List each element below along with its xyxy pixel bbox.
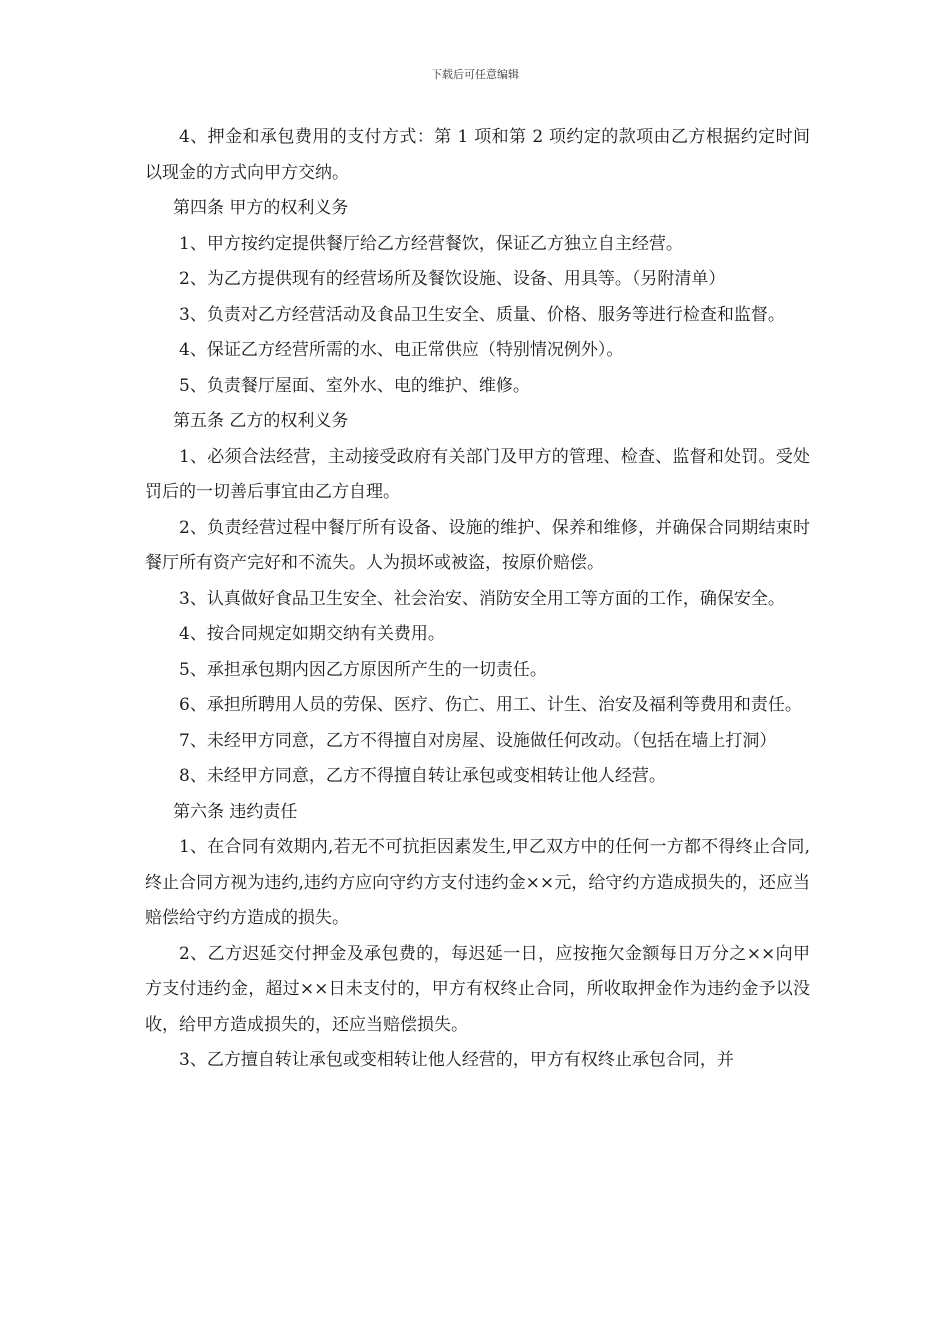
clause-paragraph: 5、负责餐厅屋面、室外水、电的维护、维修。 [179, 375, 530, 396]
clause-paragraph: 3、认真做好食品卫生安全、社会治安、消防安全用工等方面的工作，确保安全。 [179, 588, 785, 609]
clause-paragraph: 8、未经甲方同意，乙方不得擅自转让承包或变相转让他人经营。 [179, 766, 666, 786]
clause-paragraph: 3、负责对乙方经营活动及食品卫生安全、质量、价格、服务等进行检查和监督。 [179, 304, 785, 325]
document-body [145, 120, 810, 1079]
clause-paragraph: 7、未经甲方同意，乙方不得擅自对房屋、设施做任何改动。（包括在墙上打洞） [179, 730, 777, 751]
clause-paragraph: 2、乙方迟延交付押金及承包费的，每迟延一日，应按拖欠金额每日万分之××向甲方支付违约金，超过××日未支付的，甲方有权终止合同，所收取押金作为违约金予以没收，给甲方造成损失的，还应当赔偿损失。 [145, 943, 810, 1035]
clause-paragraph: 5、承担承包期内因乙方原因所产生的一切责任。 [179, 659, 547, 680]
clause-paragraph: 4、押金和承包费用的支付方式：第 1 项和第 2 项约定的款项由乙方根据约定时间以现金的方式向甲方交纳。 [145, 127, 810, 183]
page-header: 下载后可任意编辑 [431, 68, 519, 81]
article-heading: 第四条 甲方的权利义务 [173, 198, 349, 218]
clause-paragraph: 2、负责经营过程中餐厅所有设备、设施的维护、保养和维修，并确保合同期结束时餐厅所有资产完好和不流失。人为损坏或被盗，按原价赔偿。 [145, 517, 810, 573]
clause-paragraph: 4、按合同规定如期交纳有关费用。 [179, 624, 445, 644]
clause-paragraph: 3、乙方擅自转让承包或变相转让他人经营的，甲方有权终止承包合同，并 [179, 1050, 734, 1070]
clause-paragraph: 1、在合同有效期内,若无不可抗拒因素发生,甲乙双方中的任何一方都不得终止合同,终止合同方视为违约,违约方应向守约方支付违约金××元，给守约方造成损失的，还应当赔偿给守约方造成的损失。 [145, 837, 810, 928]
clause-paragraph: 4、保证乙方经营所需的水、电正常供应（特别情况例外）。 [179, 340, 624, 360]
clause-paragraph: 1、必须合法经营，主动接受政府有关部门及甲方的管理、检查、监督和处罚。受处罚后的一切善后事宜由乙方自理。 [145, 446, 810, 502]
article-heading: 第五条 乙方的权利义务 [173, 411, 349, 431]
article-heading: 第六条 违约责任 [173, 801, 298, 822]
clause-paragraph: 6、承担所聘用人员的劳保、医疗、伤亡、用工、计生、治安及福利等费用和责任。 [179, 695, 802, 715]
clause-paragraph: 2、为乙方提供现有的经营场所及餐饮设施、设备、用具等。（另附清单） [179, 269, 726, 289]
clause-paragraph: 1、甲方按约定提供餐厅给乙方经营餐饮，保证乙方独立自主经营。 [179, 233, 683, 254]
